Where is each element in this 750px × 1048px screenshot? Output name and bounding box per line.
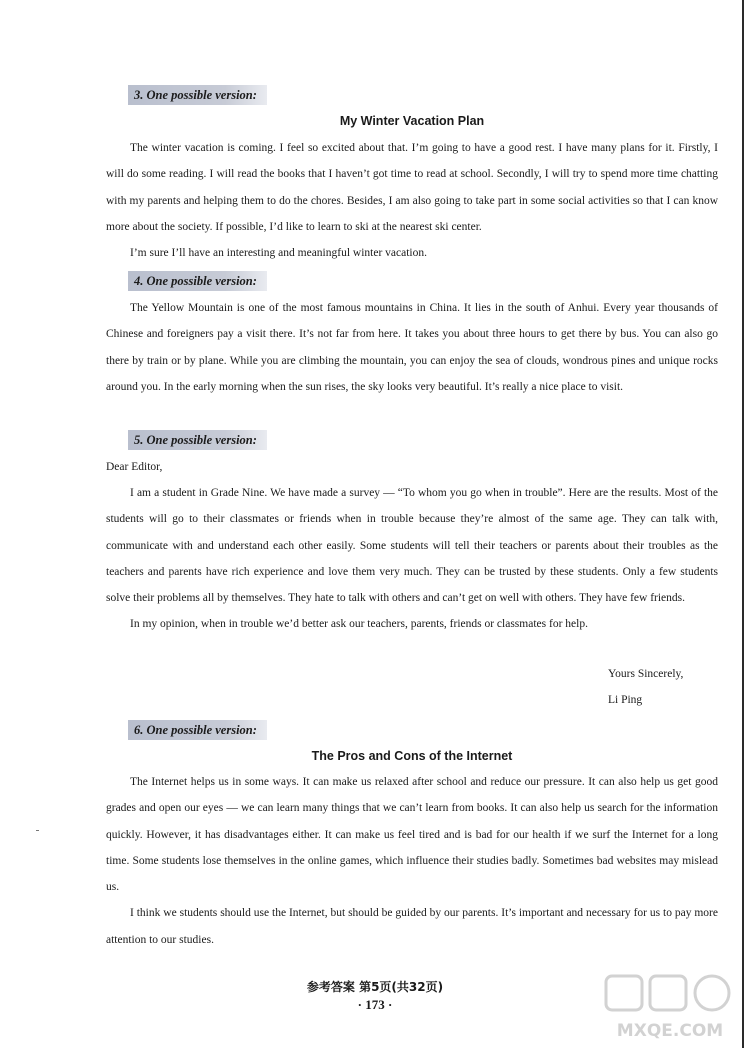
letter-closing: Yours Sincerely,: [608, 668, 684, 680]
paragraph: In my opinion, when in trouble we’d better ask our teachers, parents, friends or classmates for help.: [130, 618, 588, 631]
page-number: · 173 ·: [357, 997, 393, 1012]
paragraph: The winter vacation is coming. I feel so excited about that. I’m going to have a good rest. I have many plans for it. Firstly, I will do some reading. I will read the books that I haven’t got time to read at school. Secondly, I will try to spend more time chatting with my parents and helping them to do the chores. Besides, I am also going to take part in some social activities so that I can know more about the society. If possible, I’d like to learn to ski at the nearest ski center.: [106, 142, 718, 233]
watermark-logo: [600, 972, 740, 1044]
section-header-3: 3. One possible version:: [128, 85, 267, 105]
footer-reference: 参考答案 第5页(共32页): [306, 980, 444, 994]
paragraph: I think we students should use the Internet, but should be guided by our parents. It’s important and necessary for us to pay more attention to our studies.: [106, 907, 718, 946]
paragraph: I am a student in Grade Nine. We have made a survey — “To whom you go when in trouble”. Here are the results. Most of the students will go to their classmates or friends when in trouble because they’re almost of the same age. They can talk with, communicate with and understand each other easily. Some students will tell their teachers or parents about their troubles as the teachers and parents have rich experience and love them very much. They can be trusted by these students. Only a few students solve their problems all by themselves. They hate to talk with others and can’t get on well with others. They have few friends.: [106, 487, 718, 605]
section-6-body: [106, 769, 718, 953]
paragraph: I’m sure I’ll have an interesting and meaningful winter vacation.: [130, 247, 427, 260]
section-5-body: [106, 480, 718, 638]
section-header-5: 5. One possible version:: [128, 430, 267, 450]
paragraph: The Yellow Mountain is one of the most famous mountains in China. It lies in the south of Anhui. Every year thousands of Chinese and foreigners pay a visit there. It’s not far from here. It takes you about three hours to get there by bus. You can also go there by train or by plane. While you are climbing the mountain, you can enjoy the sea of clouds, wondrous pines and unique rocks around you. In the early morning when the sun rises, the sky looks very beautiful. It’s really a nice place to visit.: [106, 302, 718, 393]
essay-title-internet: The Pros and Cons of the Internet: [311, 749, 513, 763]
margin-mark: [36, 830, 39, 831]
letter-salutation: Dear Editor,: [106, 461, 163, 473]
section-4-body: [106, 295, 718, 400]
section-header-6: 6. One possible version:: [128, 720, 267, 740]
page-edge-rule: [742, 0, 744, 1048]
svg-text:MXQE.COM: MXQE.COM: [616, 1021, 724, 1041]
letter-signature: Li Ping: [608, 694, 643, 706]
essay-title-winter-plan: My Winter Vacation Plan: [339, 114, 485, 128]
section-3-body: [106, 135, 718, 266]
section-header-4: 4. One possible version:: [128, 271, 267, 291]
paragraph: The Internet helps us in some ways. It can make us relaxed after school and reduce our pressure. It can also help us get good grades and open our eyes — we can learn many things that we can’t learn from books. It can also help us search for the information quickly. However, it has disadvantages either. It can make us feel tired and is bad for our health if we surf the Internet for a long time. Some students lose themselves in the online games, which influence their studies badly. Sometimes bad websites may mislead us.: [106, 776, 718, 894]
